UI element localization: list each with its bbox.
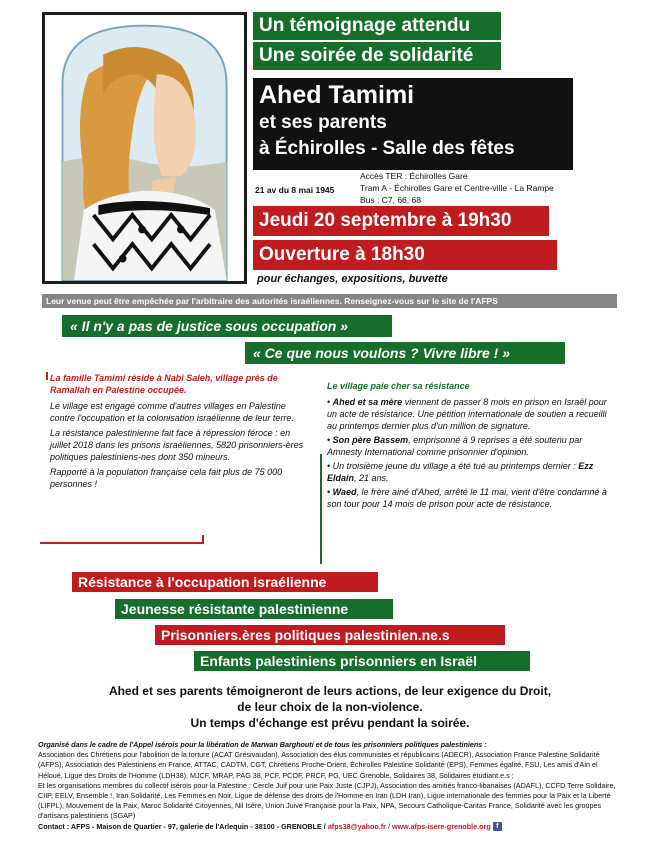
statement-line: Ahed et ses parents témoigneront de leurs actions, de leur exigence du Droit, bbox=[108, 684, 552, 698]
right-column bbox=[327, 380, 617, 512]
headline-solidarity: Une soirée de solidarité bbox=[253, 42, 501, 70]
portrait-illustration bbox=[42, 12, 247, 284]
item-bold: Waed bbox=[332, 487, 357, 497]
access-info bbox=[360, 170, 554, 206]
item-text: viennent de passer 8 mois en prison en Israël pour un acte de résistance. Une pétition internationale de soutien a recueilli au printemps dernier plus d'un million de signature. bbox=[327, 397, 607, 431]
headline-testimony: Un témoignage attendu bbox=[253, 12, 501, 40]
left-column bbox=[50, 372, 312, 493]
footer-separator: / bbox=[387, 821, 390, 831]
banner-children: Enfants palestiniens prisonniers en Israël bbox=[194, 651, 530, 671]
title-location: à Échirolles - Salle des fêtes bbox=[259, 138, 515, 159]
right-column-item: • Son père Bassem, emprisonné à 9 reprises a été soutenu par Amnesty International comme prisonnier d'opinion. bbox=[327, 435, 583, 457]
statement bbox=[30, 683, 630, 731]
left-column-heading: La famille Tamimi réside à Nabi Saleh, village près de Ramallah en Palestine occupée. bbox=[50, 373, 278, 395]
item-text: Un troisième jeune du village a été tué au printemps dernier : bbox=[330, 461, 579, 471]
left-column-rule bbox=[46, 372, 48, 380]
banner-prisoners: Prisonniers.ères politiques palestinien.ne.s bbox=[155, 625, 505, 645]
event-opening: Ouverture à 18h30 bbox=[253, 240, 557, 270]
venue-address: 21 av du 8 mai 1945 bbox=[255, 185, 335, 195]
statement-line: Un temps d'échange est prévu pendant la soirée. bbox=[190, 716, 470, 730]
access-tram: Tram A - Échirolles Gare et Centre-ville - La Rampe bbox=[360, 183, 554, 193]
left-column-paragraph: Le village est engagé comme d'autres villages en Palestine contre l'occupation et la colonisation israélienne de leur terre. bbox=[50, 401, 294, 423]
item-text: , emprisonné à 9 reprises a été soutenu par Amnesty International comme prisonnier d'opinion. bbox=[327, 435, 583, 457]
right-column-rule bbox=[320, 454, 322, 564]
quote-freedom: « Ce que nous voulons ? Vivre libre ! » bbox=[245, 342, 565, 364]
right-column-item: • Waed, le frère ainé d'Ahed, arrêté le 11 mai, vient d'être condamné à son tour pour 14 mois de prison pour acte de résistance. bbox=[327, 487, 607, 509]
warning-bar: Leur venue peut être empêchée par l'arbitraire des autorités israéliennes. Renseignez-vous sur le site de l'AFPS bbox=[42, 294, 617, 308]
facebook-icon[interactable]: f bbox=[493, 822, 502, 831]
banner-youth: Jeunesse résistante palestinienne bbox=[115, 599, 393, 619]
footer-email-link[interactable]: afps38@yahoo.fr bbox=[327, 821, 386, 831]
footer-collective: Et les organisations membres du collectif isérois pour la Palestine : Cercle Juif pour une Paix Juste (CJPJ), Association des amitiés franco-libanaises (ADAFL), CCFD Terre Solidaire, CIIP, EELV, Ensemble !, Iran Solidarité, Les Femmes en Noir, Ligue de défense des droits de l'Homme en Iran (LDH Iran), Ligue internationale des femmes pour la Paix et la Liberté (LIFPL), Mouvement de la Paix, Maroc Solidarité Citoyennes, Nil Isère, Union Juive Française pour la Paix, NPA, Secours Catholique-Caritas France, Solidarité avec les groupes d'artisans palestiniens (SGAP) bbox=[38, 780, 616, 821]
item-bold: Son père Bassem bbox=[332, 435, 409, 445]
left-column-paragraph: Rapporté à la population française cela fait plus de 75 000 personnes ! bbox=[50, 467, 283, 489]
right-column-item: • Un troisième jeune du village a été tué au printemps dernier : Ezz Eldain, 21 ans. bbox=[327, 461, 594, 483]
left-column-underline bbox=[40, 542, 204, 544]
title-subtitle: et ses parents bbox=[259, 112, 387, 133]
footer-contact-line bbox=[38, 822, 616, 832]
footer-intro: Organisé dans le cadre de l'Appel isérois pour la libération de Marwan Barghouti et de tous les prisonniers politiques palestiniens : bbox=[38, 740, 487, 749]
access-bus: Bus : C7, 66, 68 bbox=[360, 195, 421, 205]
title-name: Ahed Tamimi bbox=[259, 81, 415, 109]
statement-line: de leur choix de la non-violence. bbox=[237, 700, 423, 714]
left-column-tick bbox=[202, 535, 204, 543]
title-block bbox=[253, 78, 573, 170]
item-text: , 21 ans. bbox=[354, 473, 389, 483]
item-bold: Ahed et sa mère bbox=[332, 397, 403, 407]
event-activities: pour échanges, expositions, buvette bbox=[257, 273, 448, 285]
footer-organizations: Association des Chrétiens pour l'abolition de la torture (ACAT Grésivaudan), Association des élus communistes et républicains (ADECR), Association France Palestine Solidarité (AFPS), Association des Palestiniens en France, ATTAC, CADTM, CGT, Chrétiens Proche-Orient, Échirolles Palestine Solidarité (EPS), Femmes égalité, FSU, Les amis d'Ain el Héloué, Ligue des Droits de l'Homme (LDH38), MJCF, MRAP, PAG 38, PCF, PCOF, PRCF, PG, UEC Grenoble, Solidaires 38, Solidaires étudiant.e.s ; bbox=[38, 750, 600, 780]
footer-website-link[interactable]: www.afps-isere-grenoble.org bbox=[391, 821, 491, 831]
event-date: Jeudi 20 septembre à 19h30 bbox=[253, 206, 549, 236]
quote-justice: « Il n'y a pas de justice sous occupation » bbox=[62, 315, 392, 337]
right-column-heading: Le village paie cher sa résistance bbox=[327, 381, 470, 391]
banner-resistance: Résistance à l'occupation israélienne bbox=[72, 572, 378, 592]
footer-contact: Contact : AFPS - Maison de Quartier - 97, galerie de l'Arlequin - 38100 - GRENOBLE / bbox=[38, 821, 326, 831]
right-column-item: • Ahed et sa mère viennent de passer 8 mois en prison en Israël pour un acte de résistance. Une pétition internationale de soutien a recueilli au printemps dernier plus d'un million de signature. bbox=[327, 397, 607, 431]
access-ter: Accès TER : Échirolles Gare bbox=[360, 171, 468, 181]
item-text: , le frère ainé d'Ahed, arrêté le 11 mai, vient d'être condamné à son tour pour 14 mois de prison pour acte de résistance. bbox=[327, 487, 607, 509]
item-bold: Ezz Eldain bbox=[327, 461, 594, 483]
footer bbox=[38, 740, 616, 832]
left-column-paragraph: La résistance palestinienne fait face à répression féroce : en juillet 2018 dans les prisons israéliennes, 5820 prisonniers-ères politiques palestiniens-nes dont 350 mineurs. bbox=[50, 428, 304, 462]
